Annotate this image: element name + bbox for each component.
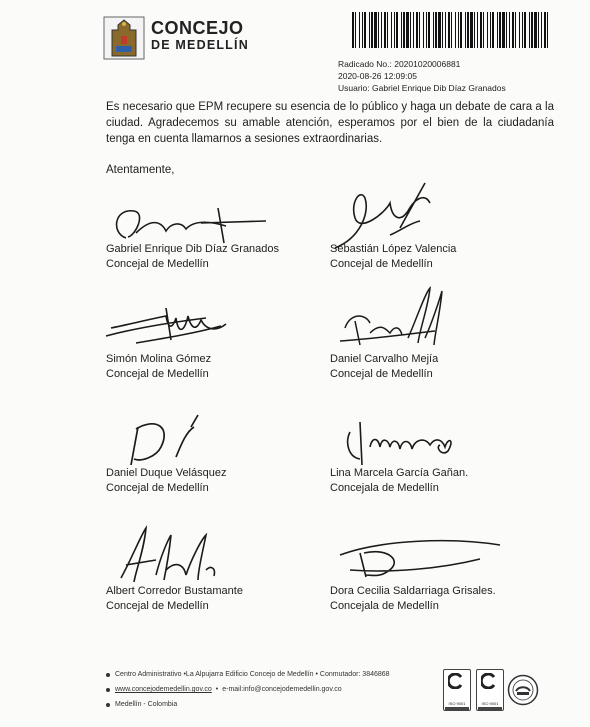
signatory-name: Lina Marcela García Gañan. (330, 467, 469, 479)
signatory-role: Concejal de Medellín (330, 368, 433, 380)
bullet-icon (106, 688, 110, 692)
certification-c-icon (481, 673, 497, 689)
round-seal-icon (507, 674, 539, 706)
signatory-role: Concejala de Medellín (330, 600, 439, 612)
signatory-name: Sebastián López Valencia (330, 243, 457, 255)
handwritten-signature (106, 520, 306, 590)
body-paragraph: Es necesario que EPM recupere su esencia de lo público y haga un debate de cara a la ciudad. Agradecemos su amable atención, esperamos por el bien de la ciudadanía tenga en cuenta llamarnos a sesiones extraordinarias. (106, 101, 554, 145)
website-link[interactable]: www.concejodemedellin.gov.co (115, 686, 212, 693)
handwritten-signature (330, 525, 530, 585)
footer-location-row (106, 697, 390, 712)
certification-label: ISO 9001 (481, 701, 499, 706)
signatory-role: Concejal de Medellín (330, 258, 433, 270)
footer-address: Centro Administrativo •La Alpujarra Edificio Concejo de Medellín • Conmutador: 3846868 (115, 671, 390, 678)
footer-address-row (106, 667, 390, 682)
separator-dot: • (215, 686, 219, 693)
org-name-line1: CONCEJO (151, 18, 244, 38)
barcode (352, 12, 552, 48)
signatory-name: Gabriel Enrique Dib Díaz Granados (106, 243, 280, 255)
footer-contact-row (106, 682, 390, 697)
signatory-role: Concejal de Medellín (106, 368, 209, 380)
signatory-role: Concejal de Medellín (106, 600, 209, 612)
filing-number: Radicado No.: 20201020006881 (338, 59, 461, 69)
signatory-role: Concejal de Medellín (106, 482, 209, 494)
bullet-icon (106, 673, 110, 677)
footer-location: Medellín - Colombia (115, 701, 178, 708)
signatory-name: Daniel Carvalho Mejía (330, 353, 439, 365)
handwritten-signature (330, 283, 530, 353)
signatory-name: Simón Molina Gómez (106, 353, 212, 365)
certification-c-icon (448, 673, 464, 689)
closing: Atentamente, (106, 164, 175, 176)
filing-info (338, 58, 506, 94)
signatory-role: Concejala de Medellín (330, 482, 439, 494)
handwritten-signature (106, 298, 306, 358)
filing-date: 2020-08-26 12:09:05 (338, 71, 417, 81)
certification-badge (476, 669, 504, 711)
certification-label: ISO 9001 (448, 701, 466, 706)
footer (106, 667, 390, 712)
concejo-logo (103, 16, 145, 60)
signatory-name: Daniel Duque Velásquez (106, 467, 227, 479)
signatory-name: Dora Cecilia Saldarriaga Grisales. (330, 585, 496, 597)
bullet-icon (106, 703, 110, 707)
signatory-role: Concejal de Medellín (106, 258, 209, 270)
org-name-line2: DE MEDELLÍN (151, 38, 249, 52)
signatory-name: Albert Corredor Bustamante (106, 585, 243, 597)
footer-email[interactable]: e-mail:info@concejodemedellin.gov.co (222, 686, 342, 693)
certification-badge (443, 669, 471, 711)
filing-user: Usuario: Gabriel Enrique Dib Díaz Granados (338, 83, 506, 93)
